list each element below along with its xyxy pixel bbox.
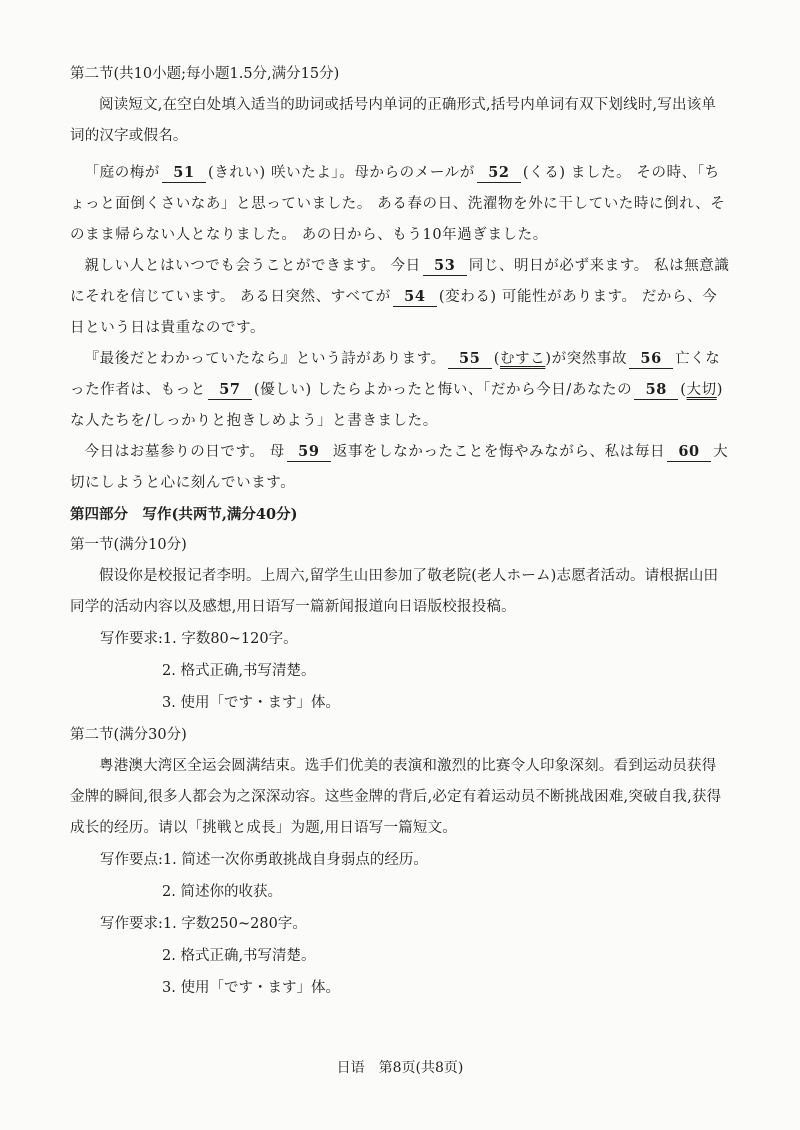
writing1-req-3: 3. 使用「です・ます」体。 — [162, 695, 340, 711]
page-footer: 日语 第8页(共8页) — [336, 1060, 464, 1076]
passage-paragraph-4 — [70, 437, 730, 499]
point-text: 1. 简述一次你勇敢挑战自身弱点的经历。 — [162, 852, 428, 868]
req-label: 写作要求: — [100, 916, 163, 932]
passage-text: (変わる) 可能性があります。 だから、今日という日は貴重なのです。 — [70, 289, 718, 336]
passage-text: 親しい人とはいつでも会うことができます。 今日 — [84, 258, 421, 274]
blank-56[interactable]: 56 — [629, 350, 673, 369]
blank-59[interactable]: 59 — [287, 443, 331, 462]
blank-54[interactable]: 54 — [393, 288, 437, 307]
passage-text: が突然事故 — [551, 351, 628, 367]
passage-text: 亡くなった作者は、もっと — [70, 351, 721, 398]
req-text: 1. 字数250~280字。 — [162, 916, 307, 932]
writing2-prompt: 粤港澳大湾区全运会圆满结束。选手们优美的表演和激烈的比赛令人印象深刻。看到运动员获得金牌的瞬间,很多人都会为之深深动容。这些金牌的背后,必定有着运动员不断挑战困难,突破自我,获得成长的经历。请以「挑戦と成長」为题,用日语写一篇短文。 — [70, 758, 722, 836]
passage-text: 返事をしなかったことを悔やみながら、私は毎日 — [332, 444, 666, 460]
blank-52[interactable]: 52 — [477, 164, 521, 183]
passage-text: (くる) ました。 その時、「ちょっと面倒くさいなあ」と思っていました。 ある春の日、洗濯物を外に干していた時に倒れ、そのまま帰らない人となりました。 あの日から、もう10年過ぎました。 — [70, 165, 726, 243]
section2-heading: 第二节(共10小题;每小题1.5分,满分15分) — [70, 66, 340, 82]
passage-text: な人たちを/しっかりと抱きしめよう」と書きました。 — [70, 413, 438, 429]
writing1-prompt: 假设你是校报记者李明。上周六,留学生山田参加了敬老院(老人ホーム)志愿者活动。请根据山田同学的活动内容以及感想,用日语写一篇新闻报道向日语版校报投稿。 — [70, 568, 719, 615]
req-label: 写作要求: — [100, 631, 163, 647]
points-label: 写作要点: — [100, 852, 163, 868]
blank-60[interactable]: 60 — [667, 443, 711, 462]
blank-51[interactable]: 51 — [162, 164, 206, 183]
writing2-point-2: 2. 简述你的收获。 — [162, 884, 282, 900]
passage-paragraph-1 — [70, 158, 730, 251]
part4-heading: 第四部分 写作(共两节,满分40分) — [70, 506, 298, 523]
blank-58[interactable]: 58 — [634, 381, 678, 400]
writing1-req-1 — [70, 623, 730, 655]
writing2-req-3: 3. 使用「です・ます」体。 — [162, 980, 340, 996]
passage-text: 今日はお墓参りの日です。 母 — [84, 444, 285, 460]
passage-text: (優しい) したらよかったと悔い、「だから今日/あなたの — [253, 382, 633, 398]
passage-paragraph-2 — [70, 251, 730, 344]
writing2-point-1 — [70, 844, 730, 876]
passage-text: 大切にしようと心に刻んでいます。 — [70, 444, 729, 491]
word-musuko: むすこ — [500, 351, 546, 367]
section2-instructions: 阅读短文,在空白处填入适当的助词或括号内单词的正确形式,括号内单词有双下划线时,写出该单词的汉字或假名。 — [70, 97, 717, 144]
writing1-heading: 第一节(满分10分) — [70, 537, 187, 553]
passage-text: (きれい) 咲いたよ」。母からのメールが — [208, 165, 475, 181]
writing1-req-2: 2. 格式正确,书写清楚。 — [162, 663, 316, 679]
word-taisetsu: 大切 — [686, 382, 717, 398]
passage-text: 「庭の梅が — [84, 165, 160, 181]
writing2-req-2: 2. 格式正确,书写清楚。 — [162, 948, 316, 964]
blank-53[interactable]: 53 — [423, 257, 467, 276]
blank-57[interactable]: 57 — [208, 381, 252, 400]
passage-text: 『最後だとわかっていたなら』という詩があります。 — [84, 351, 446, 367]
writing2-heading: 第二节(满分30分) — [70, 727, 187, 743]
passage-text: 同じ、明日が必ず来ます。 私は無意識にそれを信じています。 ある日突然、すべてが — [70, 258, 730, 305]
writing2-req-1 — [70, 908, 730, 940]
req-text: 1. 字数80~120字。 — [162, 631, 298, 647]
passage-paragraph-3: 『最後だとわかっていたなら』という詩があります。 55 (むすこ)が突然事故 56 亡くなった作者は、もっと 57 (優しい) したらよかったと悔い、「だから今日/あなたの 58 (大切)な人たちを/しっかりと抱きしめよう」と書きました。 — [70, 350, 723, 429]
blank-55[interactable]: 55 — [448, 350, 492, 369]
